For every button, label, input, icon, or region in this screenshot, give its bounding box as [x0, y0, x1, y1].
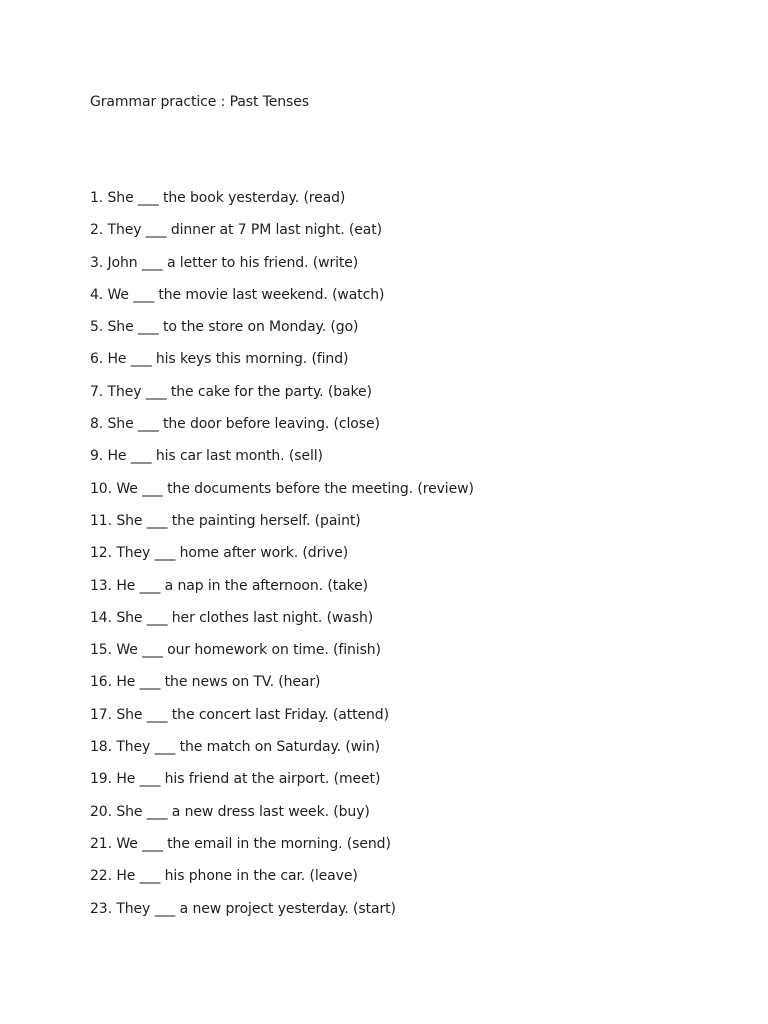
exercise-item: 10. We ___ the documents before the meeting. (review) [90, 480, 474, 497]
exercise-item: 3. John ___ a letter to his friend. (write) [90, 254, 359, 271]
exercise-item: 15. We ___ our homework on time. (finish) [90, 642, 381, 659]
exercise-item: 18. They ___ the match on Saturday. (win) [90, 739, 381, 756]
exercise-item: 21. We ___ the email in the morning. (send) [90, 835, 391, 852]
exercise-item: 19. He ___ his friend at the airport. (meet) [90, 771, 381, 788]
exercise-item: 8. She ___ the door before leaving. (close) [90, 416, 380, 433]
exercise-item: 2. They ___ dinner at 7 PM last night. (eat) [90, 222, 383, 239]
exercise-item: 5. She ___ to the store on Monday. (go) [90, 319, 359, 336]
exercise-item: 20. She ___ a new dress last week. (buy) [90, 803, 370, 820]
exercise-item: 9. He ___ his car last month. (sell) [90, 448, 323, 465]
exercise-item: 23. They ___ a new project yesterday. (start) [90, 900, 396, 917]
page-title: Grammar practice : Past Tenses [90, 94, 309, 110]
exercise-item: 4. We ___ the movie last weekend. (watch) [90, 286, 385, 303]
exercise-list [90, 189, 474, 932]
exercise-item: 14. She ___ her clothes last night. (wash) [90, 609, 374, 626]
exercise-item: 22. He ___ his phone in the car. (leave) [90, 868, 358, 885]
exercise-item: 13. He ___ a nap in the afternoon. (take) [90, 577, 368, 594]
exercise-item: 16. He ___ the news on TV. (hear) [90, 674, 321, 691]
exercise-item: 6. He ___ his keys this morning. (find) [90, 351, 349, 368]
exercise-item: 1. She ___ the book yesterday. (read) [90, 190, 346, 206]
exercise-item: 17. She ___ the concert last Friday. (attend) [90, 706, 389, 723]
exercise-item: 12. They ___ home after work. (drive) [90, 545, 349, 562]
exercise-item: 11. She ___ the painting herself. (paint) [90, 512, 361, 529]
exercise-item: 7. They ___ the cake for the party. (bake) [90, 383, 372, 400]
